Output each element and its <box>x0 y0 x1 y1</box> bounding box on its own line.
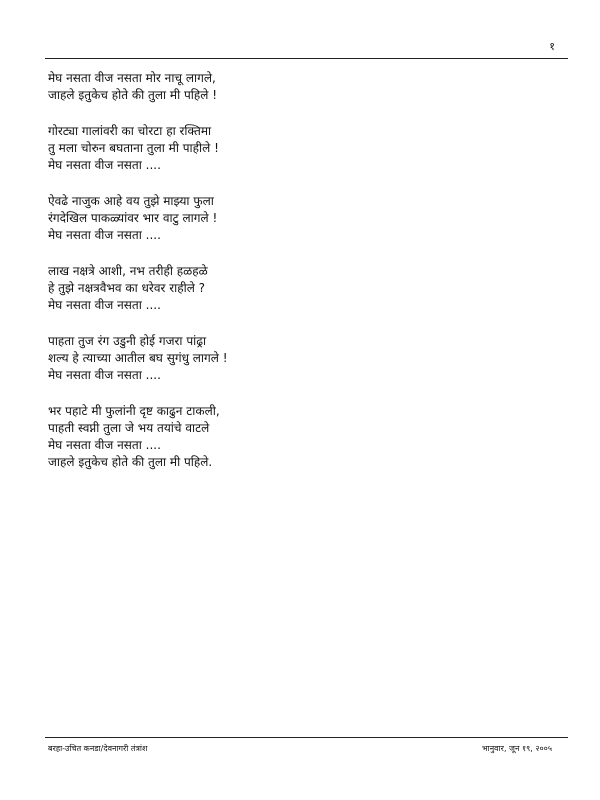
poem-line: रंगदेखिल पाकळ्यांवर भार वाटु लागले ! <box>48 211 218 225</box>
stanza-5 <box>48 333 548 384</box>
refrain-line: मेघ नसता वीज नसता .... <box>48 228 161 242</box>
poem-line: पाहती स्वप्नी तुला जे भय तयांचे वाटले <box>48 421 210 435</box>
poem-line: शल्य हे त्याच्या आतील बघ सुगंधु लागले ! <box>48 351 228 365</box>
footer-date: भानुवार, जून १९, २००५ <box>482 744 552 753</box>
closing-line: जाहले इतुकेच होते की तुला मी पहिले. <box>48 455 213 469</box>
poem-line: भर पहाटे मी फुलांनी दृष्ट काढुन टाकली, <box>48 404 220 418</box>
refrain-line: मेघ नसता वीज नसता .... <box>48 438 161 452</box>
poem-line: मेघ नसता वीज नसता मोर नाचू लागले, <box>48 71 216 85</box>
poem-line: ऐवढे नाजुक आहे वय तुझे माझ्या फुला <box>48 194 214 208</box>
header-rule <box>45 58 568 59</box>
stanza-6 <box>48 403 548 471</box>
page-number: १ <box>549 40 555 53</box>
poem-line: तु मला चोरुन बघताना तुला मी पाहीले ! <box>48 141 219 155</box>
poem-body <box>48 70 548 490</box>
footer-credit: बरहा-उचित कनडा/देवनागरी तंत्रांश <box>48 744 148 753</box>
poem-line: हे तुझे नक्षत्रवैभव का धरेवर राहीले ? <box>48 281 206 295</box>
stanza-4 <box>48 263 548 314</box>
stanza-2 <box>48 123 548 174</box>
stanza-3 <box>48 193 548 244</box>
poem-line: गोरट्या गालांवरी का चोरटा हा रक्तिमा <box>48 124 212 138</box>
footer-rule <box>45 737 568 738</box>
poem-line: पाहता तुज रंग उडुनी होई गजरा पांढ्रा <box>48 334 207 348</box>
poem-line: जाहले इतुकेच होते की तुला मी पहिले ! <box>48 88 218 102</box>
refrain-line: मेघ नसता वीज नसता .... <box>48 298 161 312</box>
stanza-1 <box>48 70 548 104</box>
refrain-line: मेघ नसता वीज नसता .... <box>48 158 161 172</box>
poem-line: लाख नक्षत्रे आशी, नभ तरीही हळहळे <box>48 264 208 278</box>
refrain-line: मेघ नसता वीज नसता .... <box>48 368 161 382</box>
